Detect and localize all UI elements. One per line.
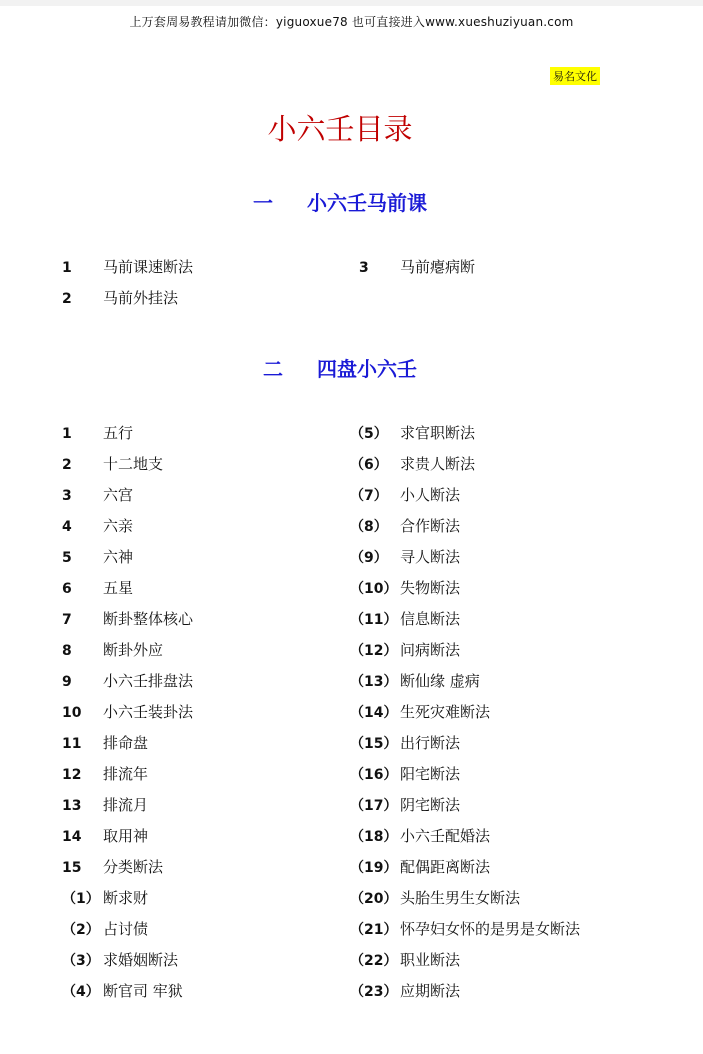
- toc-entry: [62, 511, 193, 542]
- toc-entry: [350, 635, 580, 666]
- toc-entry: [62, 728, 193, 759]
- entry-text: 五行: [103, 424, 134, 442]
- entry-index: 7: [62, 612, 72, 628]
- entry-index: 10: [62, 705, 82, 721]
- toc-entry: [62, 790, 193, 821]
- toc-entry: [350, 449, 580, 480]
- entry-index: （23）: [350, 984, 398, 1000]
- toc-entry: [350, 914, 580, 945]
- section-title: 四盘小六壬: [317, 357, 417, 381]
- toc-entry: [62, 418, 193, 449]
- toc-entry: [350, 511, 580, 542]
- entry-text: 生死灾难断法: [400, 703, 491, 721]
- entry-index: （19）: [350, 860, 398, 876]
- toc-entry: [62, 252, 193, 283]
- section-1-right-list: [359, 252, 475, 283]
- entry-index: 4: [62, 519, 72, 535]
- entry-text: 六亲: [103, 517, 134, 535]
- toc-entry: [62, 852, 193, 883]
- entry-text: 小六壬装卦法: [103, 703, 194, 721]
- toc-entry: [350, 480, 580, 511]
- toc-entry: [350, 604, 580, 635]
- toc-entry: [350, 573, 580, 604]
- entry-index: （13）: [350, 674, 398, 690]
- entry-index: 9: [62, 674, 72, 690]
- toc-entry: [62, 883, 193, 914]
- entry-index: 1: [62, 426, 72, 442]
- entry-index: （21）: [350, 922, 398, 938]
- entry-index: 13: [62, 798, 82, 814]
- toc-entry: [62, 976, 193, 1007]
- entry-text: 排流月: [103, 796, 149, 814]
- entry-text: 小人断法: [400, 486, 461, 504]
- entry-index: （20）: [350, 891, 398, 907]
- entry-text: 排命盘: [103, 734, 149, 752]
- entry-index: 8: [62, 643, 72, 659]
- entry-index: （9）: [350, 550, 388, 566]
- entry-index: （4）: [62, 984, 100, 1000]
- entry-text: 寻人断法: [400, 548, 461, 566]
- entry-index: （18）: [350, 829, 398, 845]
- toc-entry: [62, 697, 193, 728]
- toc-entry: [62, 604, 193, 635]
- toc-entry: [62, 449, 193, 480]
- entry-index: 3: [359, 260, 369, 276]
- entry-text: 头胎生男生女断法: [400, 889, 521, 907]
- entry-text: 占讨债: [103, 920, 149, 938]
- entry-text: 取用神: [103, 827, 149, 845]
- toc-entry: [350, 821, 580, 852]
- section-heading-1: [0, 187, 680, 216]
- entry-text: 马前外挂法: [103, 289, 179, 307]
- entry-index: 5: [62, 550, 72, 566]
- toc-entry: [350, 728, 580, 759]
- toc-entry: [350, 883, 580, 914]
- entry-index: （14）: [350, 705, 398, 721]
- section-heading-2: [0, 353, 680, 382]
- toc-entry: [359, 252, 475, 283]
- brand-tag: 易名文化: [550, 67, 600, 85]
- entry-text: 断卦整体核心: [103, 610, 194, 628]
- toc-entry: [350, 542, 580, 573]
- toc-entry: [62, 635, 193, 666]
- entry-text: 问病断法: [400, 641, 461, 659]
- toc-entry: [62, 283, 193, 314]
- toc-entry: [62, 542, 193, 573]
- toc-entry: [350, 418, 580, 449]
- entry-text: 信息断法: [400, 610, 461, 628]
- section-2-left-list: [62, 418, 193, 1007]
- entry-text: 失物断法: [400, 579, 461, 597]
- entry-index: （15）: [350, 736, 398, 752]
- entry-index: （10）: [350, 581, 398, 597]
- entry-text: 马前瘪病断: [400, 258, 476, 276]
- entry-text: 十二地支: [103, 455, 164, 473]
- document-title: 小六壬目录: [267, 112, 413, 146]
- toc-entry: [62, 945, 193, 976]
- entry-index: 2: [62, 291, 72, 307]
- section-1-left-list: [62, 252, 193, 314]
- entry-text: 五星: [103, 579, 134, 597]
- entry-text: 马前课速断法: [103, 258, 194, 276]
- toc-entry: [350, 945, 580, 976]
- entry-text: 排流年: [103, 765, 149, 783]
- entry-index: 15: [62, 860, 82, 876]
- entry-text: 怀孕妇女怀的是男是女断法: [400, 920, 581, 938]
- entry-text: 配偶距离断法: [400, 858, 491, 876]
- entry-text: 应期断法: [400, 982, 461, 1000]
- section-title: 小六壬马前课: [307, 191, 427, 215]
- entry-index: 12: [62, 767, 82, 783]
- toc-entry: [350, 790, 580, 821]
- entry-text: 断仙缘 虚病: [400, 672, 480, 690]
- entry-index: （8）: [350, 519, 388, 535]
- entry-text: 断官司 牢狱: [103, 982, 183, 1000]
- entry-index: （6）: [350, 457, 388, 473]
- toc-entry: [350, 852, 580, 883]
- entry-index: （5）: [350, 426, 388, 442]
- toc-entry: [350, 666, 580, 697]
- entry-text: 断求财: [103, 889, 149, 907]
- entry-index: 3: [62, 488, 72, 504]
- entry-index: （11）: [350, 612, 398, 628]
- entry-text: 小六壬配婚法: [400, 827, 491, 845]
- entry-index: （12）: [350, 643, 398, 659]
- toc-entry: [350, 759, 580, 790]
- section-2-right-list: [350, 418, 580, 1007]
- entry-text: 求婚姻断法: [103, 951, 179, 969]
- entry-text: 出行断法: [400, 734, 461, 752]
- toc-entry: [62, 759, 193, 790]
- entry-text: 六神: [103, 548, 134, 566]
- entry-text: 求官职断法: [400, 424, 476, 442]
- entry-index: （3）: [62, 953, 100, 969]
- entry-index: （16）: [350, 767, 398, 783]
- promo-banner: 上万套周易教程请加微信：yiguoxue78 也可直接进入www.xueshuziyuan.com: [129, 15, 574, 29]
- entry-index: 14: [62, 829, 82, 845]
- toc-entry: [62, 821, 193, 852]
- entry-text: 六宫: [103, 486, 134, 504]
- entry-text: 求贵人断法: [400, 455, 476, 473]
- entry-index: 11: [62, 736, 82, 752]
- entry-text: 断卦外应: [103, 641, 164, 659]
- entry-text: 分类断法: [103, 858, 164, 876]
- entry-index: （22）: [350, 953, 398, 969]
- toc-entry: [62, 666, 193, 697]
- entry-text: 小六壬排盘法: [103, 672, 194, 690]
- entry-index: （17）: [350, 798, 398, 814]
- section-number: 二: [263, 357, 283, 381]
- entry-index: （7）: [350, 488, 388, 504]
- entry-index: 1: [62, 260, 72, 276]
- entry-text: 职业断法: [400, 951, 461, 969]
- entry-text: 阴宅断法: [400, 796, 461, 814]
- entry-index: （1）: [62, 891, 100, 907]
- top-edge-strip: [0, 0, 703, 6]
- section-number: 一: [253, 191, 273, 215]
- entry-index: 6: [62, 581, 72, 597]
- entry-index: 2: [62, 457, 72, 473]
- toc-entry: [350, 697, 580, 728]
- toc-entry: [62, 480, 193, 511]
- toc-entry: [350, 976, 580, 1007]
- entry-text: 合作断法: [400, 517, 461, 535]
- entry-text: 阳宅断法: [400, 765, 461, 783]
- entry-index: （2）: [62, 922, 100, 938]
- toc-entry: [62, 573, 193, 604]
- toc-entry: [62, 914, 193, 945]
